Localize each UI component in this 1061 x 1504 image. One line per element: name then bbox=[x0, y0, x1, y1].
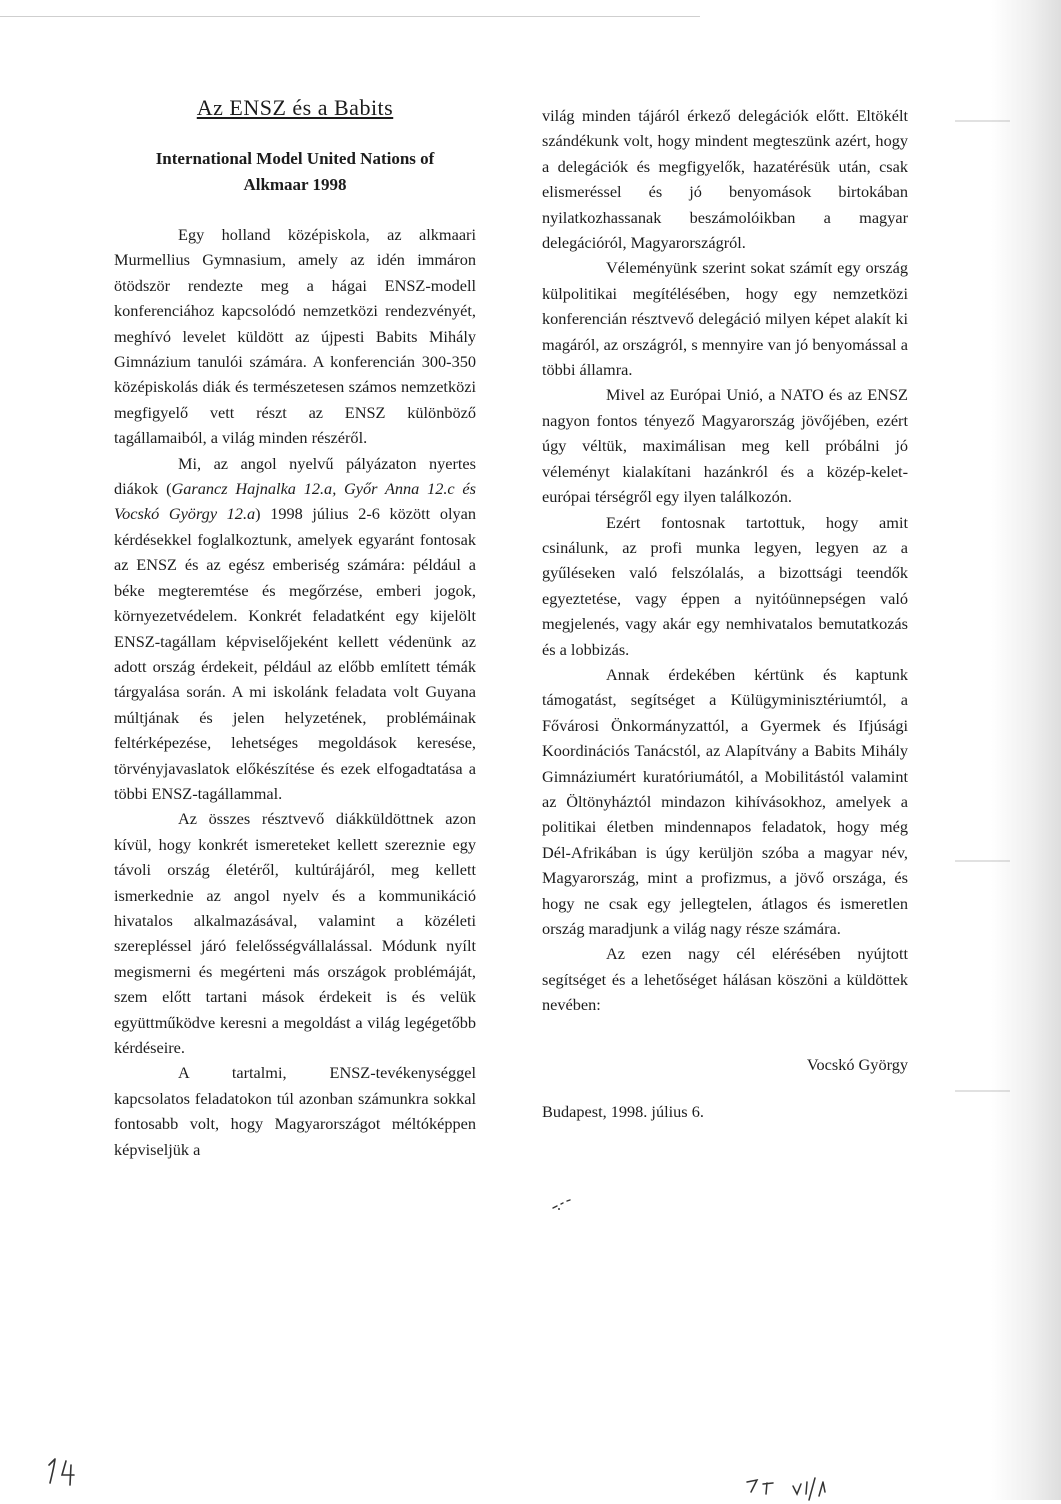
signature-scribble bbox=[551, 1198, 575, 1212]
paragraph-text: ) 1998 július 2-6 között olyan kérdésekkel foglalkoztunk, amelyek egyaránt fontosak az ENSZ és az egész emberiség számára: például a béke megteremtése és megőrzése, emberi jogok, környezetvédelem. Konkrét feladatként egy kijelölt ENSZ-tagállam képviselőjeként kellett védenünk az adott ország érdekeit, például az előbb említett témák tárgyalása során. A mi iskolánk feladata volt Guyana múltjának és jelen helyzetének, problémáinak feltérképezése, lehetséges megoldások keresése, törvényjavaslatok előkészítése és ezek elfogadtatása a többi ENSZ-tagállammal. bbox=[114, 504, 476, 803]
paragraph: Az ezen nagy cél elérésében nyújtott segítséget és a lehetőséget hálásan köszöni a küldöttek nevében: bbox=[542, 944, 908, 1015]
bleed-through-mark bbox=[955, 860, 1010, 862]
article-subtitle bbox=[114, 146, 476, 198]
bleed-through-mark bbox=[955, 120, 1010, 122]
signature-name: Vocskó György bbox=[806, 1054, 908, 1074]
paragraph: Véleményünk szerint sokat számít egy ország külpolitikai megítélésében, hogy egy nemzetközi konferencián résztvevő delegáció milyen képet alakít ki magáról, az országról, s mennyire van jó benyomással a többi államra. bbox=[542, 258, 908, 380]
scan-shadow bbox=[991, 0, 1061, 1500]
left-column bbox=[114, 222, 476, 1162]
place-date: Budapest, 1998. július 6. bbox=[542, 1102, 704, 1122]
student-names: Garancz Hajnalka 12.a, Győr Anna 12.c és Vocskó György 12.a bbox=[114, 479, 476, 524]
paragraph bbox=[114, 451, 476, 807]
paragraph: Mivel az Európai Unió, a NATO és az ENSZ nagyon fontos tényező Magyarország jövőjében, ezért úgy véltük, maximálisan meg kell próbálni jó véleményt kialakítani hazánkról és a közép-kelet-európai térségről egy ilyen találkozón. bbox=[542, 385, 908, 507]
handwritten-page-mark bbox=[44, 1453, 86, 1489]
paragraph: Egy holland középiskola, az alkmaari Murmellius Gymnasium, amely az idén immáron ötödször rendezte meg a hágai ENSZ-modell konferenciához kapcsolódó nemzetközi rendezvényét, meghívó levelet küldött az újpesti Babits Mihály Gimnázium tanulói számára. A konferencián 300-350 középiskolás diák és természetesen számos nemzetközi megfigyelő vett részt az ENSZ különböző tagállamaiból, a világ minden részéről. bbox=[114, 225, 476, 448]
article-title: Az ENSZ és a Babits bbox=[196, 95, 394, 120]
paragraph: Az összes résztvevő diákküldöttnek azon kívül, hogy konkrét ismereteket kellett szereznie egy távoli ország életéről, kultúrájáról, meg kellett ismerkednie az angol nyelv és a kommunikáció hivatalos alkalmazásával, valamint a közéleti szerepléssel járó felelősségvállalással. Módunk nyílt megismerni és megérteni más országok problémáját, szem előtt tartani mások érdekeit is és velük együttműködve keresni a megoldást a világ legégetőbb kérdéseire. bbox=[114, 809, 476, 1057]
bleed-through-mark bbox=[955, 1090, 1010, 1092]
subtitle-line: International Model United Nations of bbox=[155, 149, 435, 168]
right-column bbox=[542, 103, 908, 1124]
subtitle-line: Alkmaar 1998 bbox=[243, 175, 347, 194]
paragraph: világ minden tájáról érkező delegációk előtt. Eltökélt szándékunk volt, hogy mindent megteszünk azért, hogy a delegációk és megfigyelők, hazatérésük után, csak elismeréssel és jó benyomások birtokában nyilatkozhassanak beszámolóikban a magyar delegációról, Magyarországról. bbox=[542, 106, 908, 253]
paragraph: Annak érdekében kértünk és kaptunk támogatást, segítséget a Külügyminisztériumtól, a Fővárosi Önkormányzattól, a Gyermek és Ifjúsági Koordinációs Tanácstól, az Alapítvány a Babits Mihály Gimnáziumért kuratóriumától, a Mobilitástól valamint az Öltönyháztól mindazon kihívásokhoz, amelyek a politikai életben mindennapos feladatok, hogy még Dél-Afrikában is úgy kerüljön szóba a magyar név, Magyarország, mint a profizmus, a jövő országa, és hogy ne csak egy jellegtelen, átlagos és ismeretlen ország maradjunk a világ nagy része számára. bbox=[542, 664, 908, 938]
paragraph: Ezért fontosnak tartottuk, hogy amit csinálunk, az profi munka legyen, legyen az a gyűléseken való felszólalás, a bizottsági teendők egyeztetése, vagy éppen a nyitóünnepségen való megjelenés, vagy akár egy nemhivatalos bemutatkozás és a lobbizás. bbox=[542, 512, 908, 659]
paragraph-text: Mi, az angol nyelvű pályázaton nyertes diákok ( bbox=[114, 453, 476, 499]
paragraph: A tartalmi, ENSZ-tevékenységgel kapcsolatos feladatokon túl azonban számunkra sokkal fontosabb volt, hogy Magyarországot méltóképpen képviseljük a bbox=[114, 1063, 476, 1159]
handwritten-archive-mark bbox=[743, 1470, 851, 1504]
scan-edge-line bbox=[0, 16, 700, 17]
